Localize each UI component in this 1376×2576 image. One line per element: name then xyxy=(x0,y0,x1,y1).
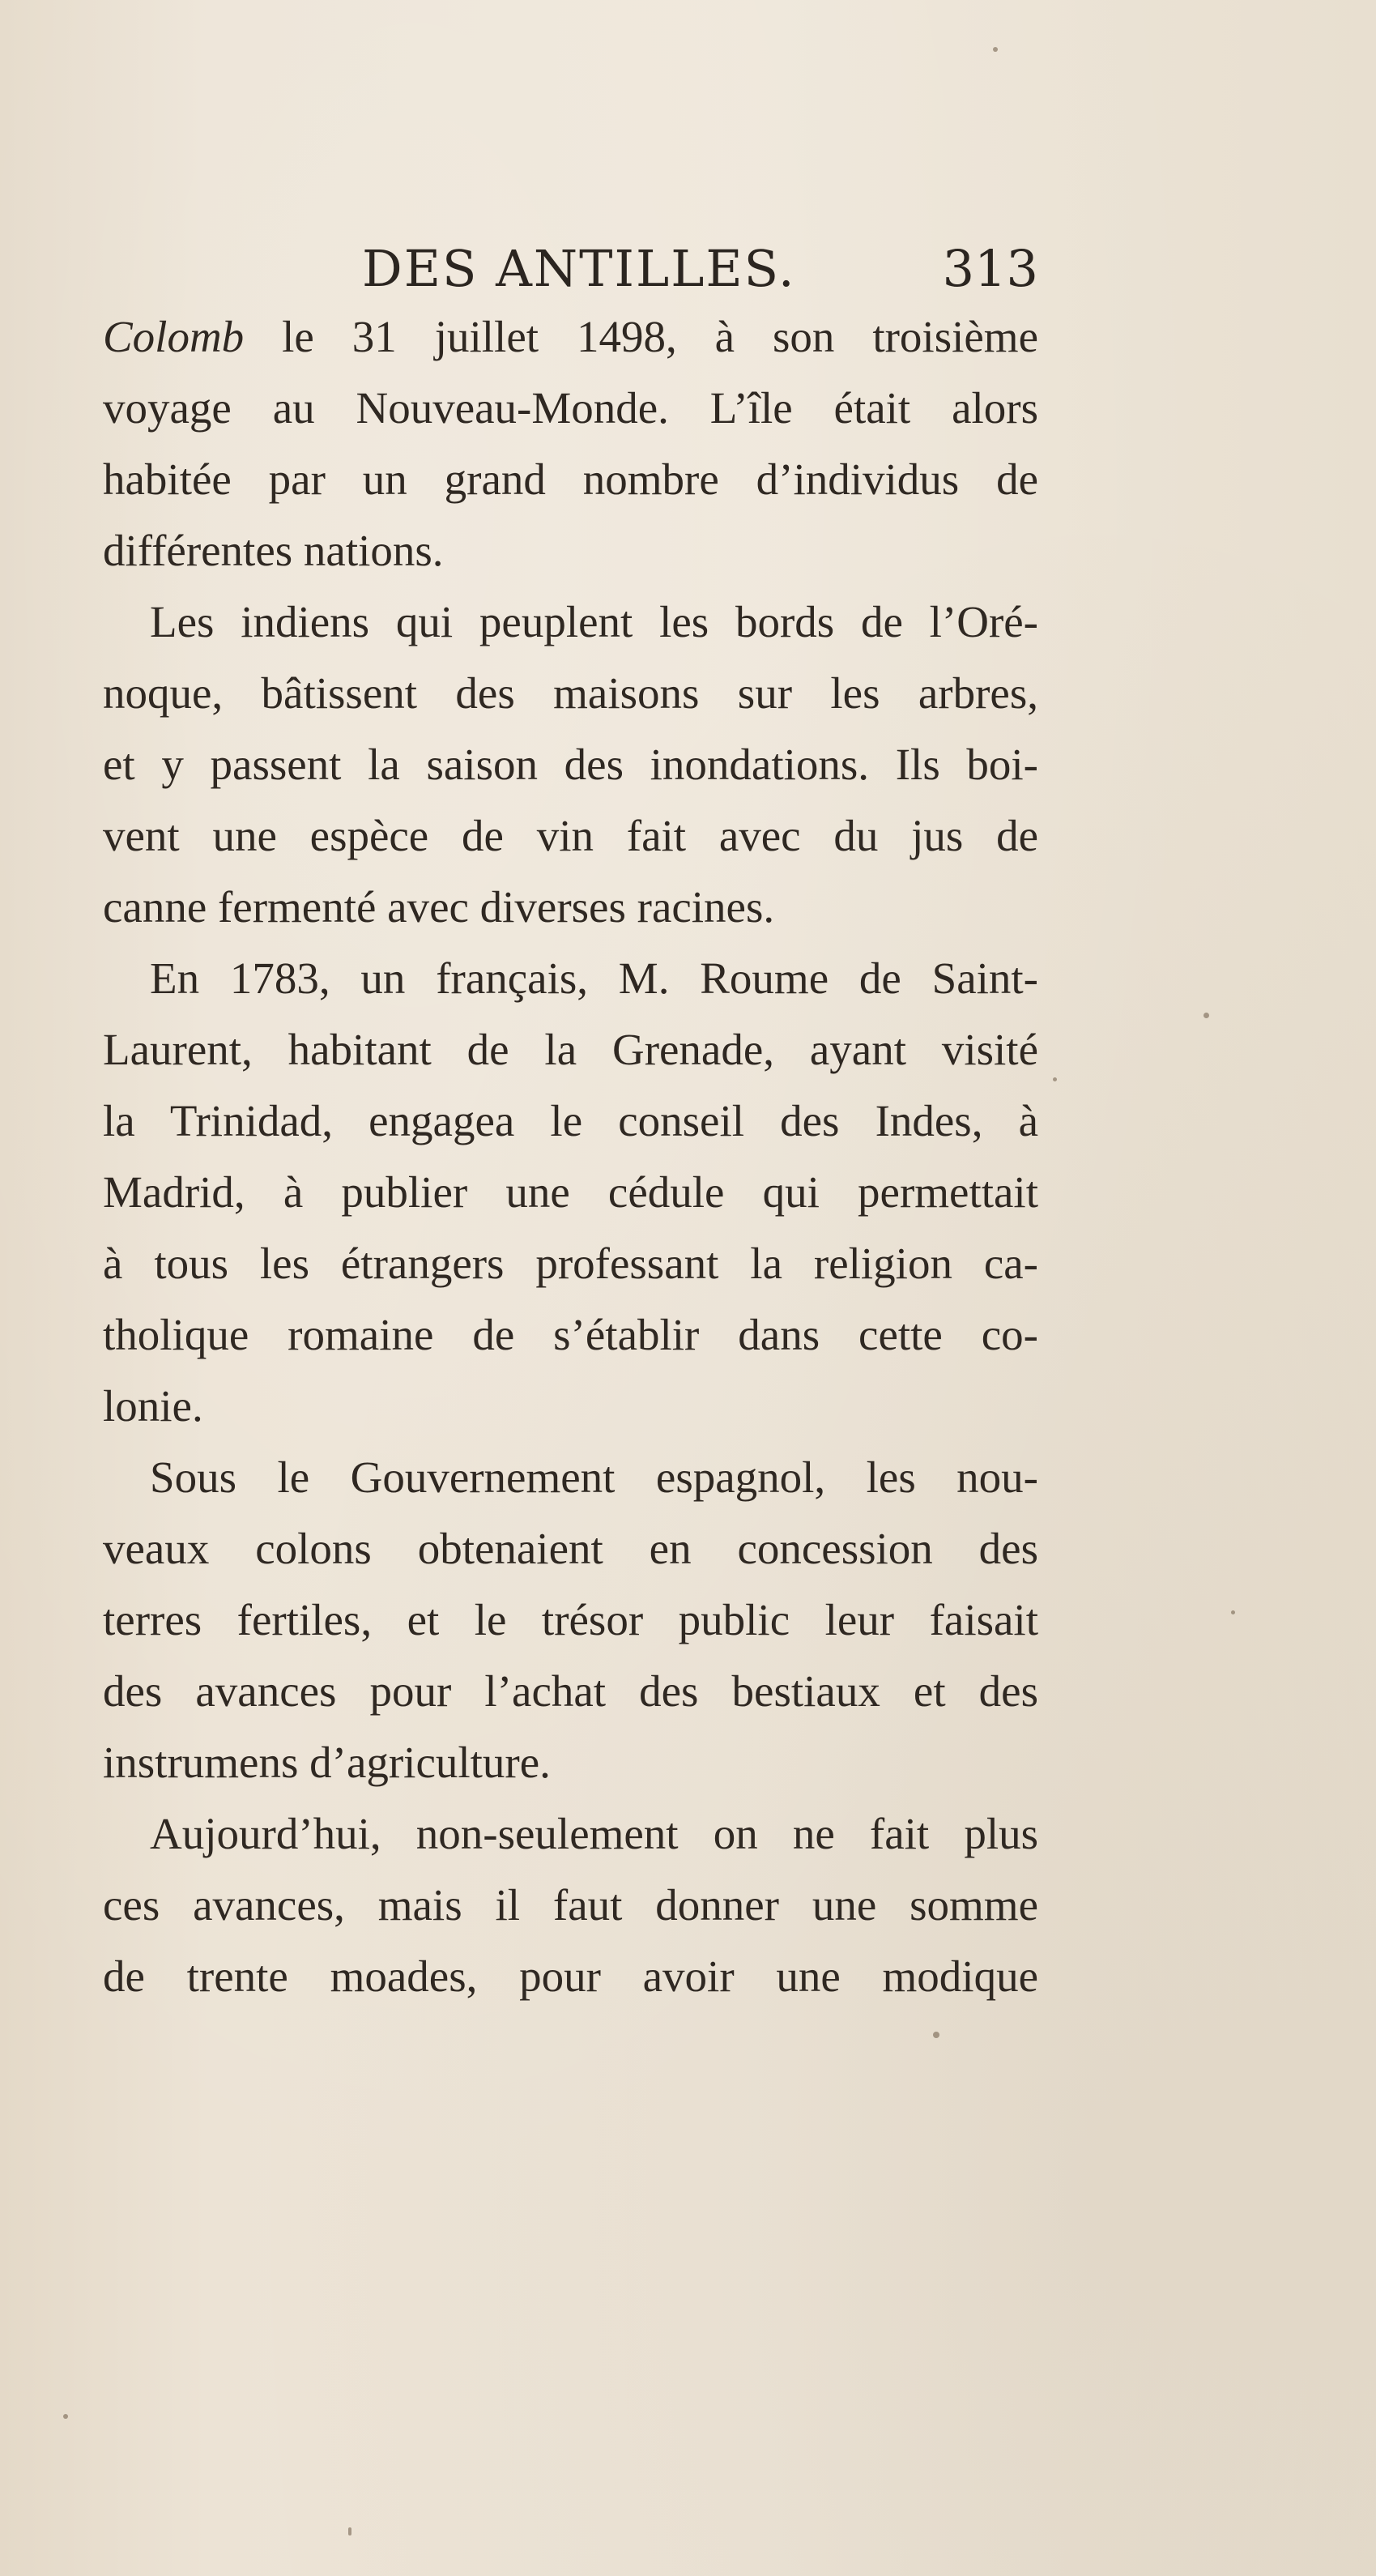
page-number: 313 xyxy=(942,239,1038,298)
text-line: ces avances, mais il faut donner une somme xyxy=(103,1880,1038,1930)
text-line: voyage au Nouveau-Monde. L’île était alors xyxy=(103,383,1038,433)
text-line: de trente moades, pour avoir une modique xyxy=(103,1951,1038,2001)
paper-speck xyxy=(1203,1013,1209,1018)
text-line: canne fermenté avec diverses racines. xyxy=(103,882,775,932)
text-line xyxy=(103,301,1038,373)
text-line: Les indiens qui peuplent les bords de l’Oré- xyxy=(150,597,1038,646)
text-line: En 1783, un français, M. Roume de Saint- xyxy=(150,953,1038,1003)
text-line: des avances pour l’achat des bestiaux et des xyxy=(103,1666,1038,1716)
paragraph xyxy=(103,586,1038,943)
text-line: instrumens d’agriculture. xyxy=(103,1738,551,1787)
paper-speck xyxy=(348,2527,351,2535)
paragraph xyxy=(103,301,1038,586)
paragraph xyxy=(103,1442,1038,1798)
text-line: Laurent, habitant de la Grenade, ayant visité xyxy=(103,1025,1038,1074)
text-line: tholique romaine de s’établir dans cette co- xyxy=(103,1310,1038,1359)
text-line: habitée par un grand nombre d’individus de xyxy=(103,454,1038,504)
text-line: et y passent la saison des inondations. Ils boi- xyxy=(103,740,1038,789)
paper-speck xyxy=(1231,1610,1235,1614)
text-line: la Trinidad, engagea le conseil des Indes, à xyxy=(103,1096,1038,1145)
text-line: à tous les étrangers professant la religion ca- xyxy=(103,1239,1038,1288)
text-line: Madrid, à publier une cédule qui permettait xyxy=(103,1167,1038,1217)
paper-speck xyxy=(933,2032,939,2038)
paper-speck xyxy=(1053,1077,1057,1081)
text-line: différentes nations. xyxy=(103,526,444,575)
running-title: DES ANTILLES. xyxy=(362,239,796,298)
paragraph xyxy=(103,1798,1038,2012)
text-line: noque, bâtissent des maisons sur les arbres, xyxy=(103,668,1038,718)
paper-speck xyxy=(993,47,998,52)
text-line: lonie. xyxy=(103,1381,203,1431)
paragraph xyxy=(103,943,1038,1442)
text-span: le 31 juillet 1498, à son troisième xyxy=(244,312,1038,361)
text-line: terres fertiles, et le trésor public leur faisait xyxy=(103,1595,1038,1644)
body-text xyxy=(103,301,1038,2012)
running-header xyxy=(103,235,1038,303)
text-line: veaux colons obtenaient en concession des xyxy=(103,1524,1038,1573)
text-line: Aujourd’hui, non-seulement on ne fait plus xyxy=(150,1809,1038,1858)
italic-name: Colomb xyxy=(103,312,245,361)
text-line: vent une espèce de vin fait avec du jus de xyxy=(103,811,1038,860)
paper-speck xyxy=(63,2414,68,2419)
text-line: Sous le Gouvernement espagnol, les nou- xyxy=(150,1452,1038,1502)
